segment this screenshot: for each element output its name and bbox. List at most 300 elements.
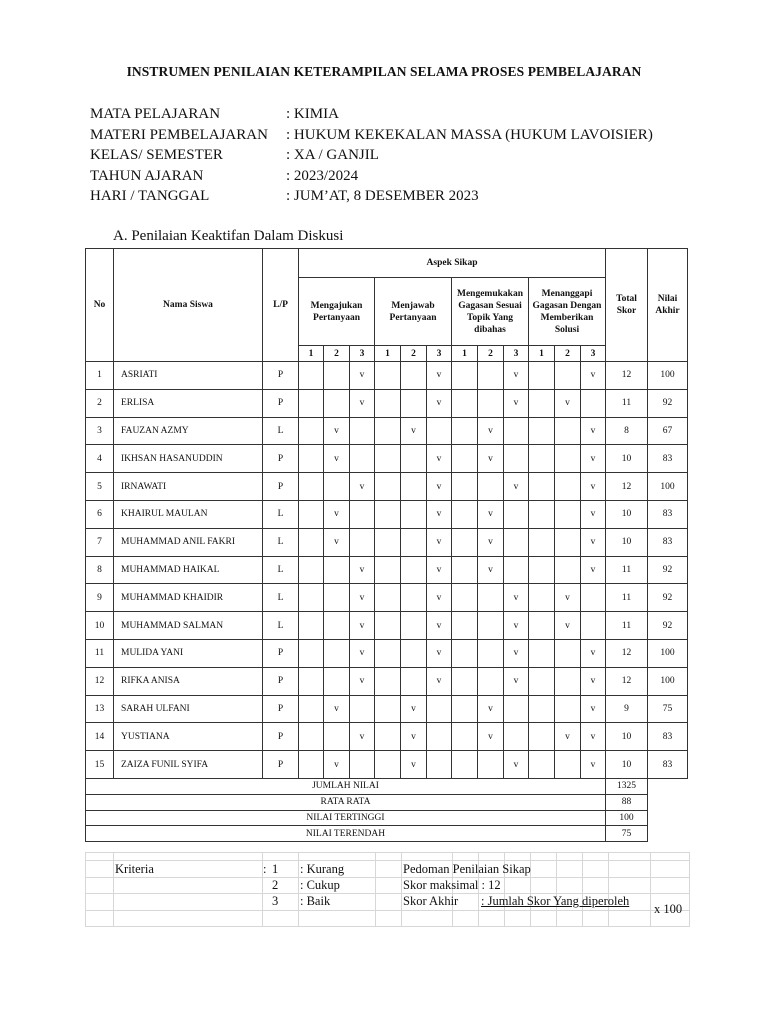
score-cell	[375, 528, 401, 556]
score-cell	[375, 751, 401, 779]
final-grade: 100	[648, 473, 688, 501]
score-cell	[452, 612, 478, 640]
meta-row-subject	[90, 104, 653, 125]
score-cell	[324, 362, 350, 390]
table-body	[86, 362, 688, 842]
score-cell	[529, 667, 555, 695]
score-check: v	[350, 667, 375, 695]
score-cell	[478, 667, 504, 695]
final-grade: 92	[648, 612, 688, 640]
meta-row-class	[90, 145, 653, 166]
score-cell	[375, 667, 401, 695]
meta-row-year	[90, 166, 653, 187]
score-header-4-2: 2	[555, 346, 581, 362]
criteria-block	[85, 850, 690, 928]
table-row	[86, 389, 688, 417]
score-check: v	[478, 695, 504, 723]
score-header-3-2: 2	[478, 346, 504, 362]
score-cell	[478, 751, 504, 779]
score-check: v	[350, 639, 375, 667]
score-check: v	[581, 528, 606, 556]
table-row	[86, 612, 688, 640]
score-check: v	[427, 389, 452, 417]
score-cell	[529, 723, 555, 751]
section-title: A. Penilaian Keaktifan Dalam Diskusi	[113, 228, 344, 244]
score-check: v	[427, 612, 452, 640]
summary-row	[86, 778, 688, 794]
score-cell	[555, 417, 581, 445]
score-check: v	[427, 528, 452, 556]
score-check: v	[504, 751, 529, 779]
score-cell	[555, 667, 581, 695]
score-cell	[529, 389, 555, 417]
summary-row	[86, 810, 688, 826]
score-check: v	[581, 473, 606, 501]
score-check: v	[581, 667, 606, 695]
score-cell	[555, 751, 581, 779]
score-cell	[504, 417, 529, 445]
score-cell	[350, 528, 375, 556]
student-gender: L	[263, 528, 299, 556]
total-score: 11	[606, 584, 648, 612]
total-score: 11	[606, 612, 648, 640]
student-name: MUHAMMAD SALMAN	[114, 612, 263, 640]
score-check: v	[504, 667, 529, 695]
student-name: MUHAMMAD HAIKAL	[114, 556, 263, 584]
student-name: YUSTIANA	[114, 723, 263, 751]
score-check: v	[555, 584, 581, 612]
meta-label: MATA PELAJARAN	[90, 106, 221, 122]
total-score: 8	[606, 417, 648, 445]
total-score: 10	[606, 500, 648, 528]
summary-row	[86, 794, 688, 810]
meta-value: : JUM’AT, 8 DESEMBER 2023	[286, 188, 479, 204]
student-gender: P	[263, 723, 299, 751]
meta-value: : 2023/2024	[286, 167, 359, 184]
score-header-1-3: 3	[350, 346, 375, 362]
assessment-table	[85, 248, 688, 842]
score-cell	[529, 528, 555, 556]
criteria-text-1: : Kurang	[300, 862, 345, 876]
score-cell	[401, 528, 427, 556]
score-check: v	[427, 556, 452, 584]
table-row	[86, 667, 688, 695]
student-name: ASRIATI	[114, 362, 263, 390]
score-cell	[452, 695, 478, 723]
score-check: v	[427, 667, 452, 695]
score-cell	[299, 723, 324, 751]
summary-value: 75	[606, 826, 648, 842]
score-cell	[375, 556, 401, 584]
score-header-3-3: 3	[504, 346, 529, 362]
final-grade: 75	[648, 695, 688, 723]
student-name: RIFKA ANISA	[114, 667, 263, 695]
score-cell	[299, 639, 324, 667]
score-cell	[529, 500, 555, 528]
total-score: 10	[606, 751, 648, 779]
score-check: v	[504, 584, 529, 612]
score-cell	[452, 556, 478, 584]
score-cell	[452, 389, 478, 417]
student-name: FAUZAN AZMY	[114, 417, 263, 445]
score-cell	[401, 667, 427, 695]
header-aspect-3: Mengemukakan Gagasan Sesuai Topik Yang dibahas	[452, 278, 529, 346]
score-cell	[299, 612, 324, 640]
score-check: v	[427, 362, 452, 390]
score-check: v	[478, 556, 504, 584]
criteria-num-1: 1	[272, 862, 279, 876]
score-cell	[555, 362, 581, 390]
student-gender: L	[263, 584, 299, 612]
score-cell	[401, 362, 427, 390]
score-check: v	[581, 556, 606, 584]
score-cell	[324, 723, 350, 751]
row-number: 2	[86, 389, 114, 417]
meta-label: MATERI PEMBELAJARAN	[90, 126, 268, 143]
score-check: v	[555, 723, 581, 751]
score-check: v	[427, 445, 452, 473]
score-cell	[452, 639, 478, 667]
table-row	[86, 556, 688, 584]
score-cell	[324, 473, 350, 501]
score-cell	[478, 612, 504, 640]
score-check: v	[581, 500, 606, 528]
final-grade: 100	[648, 667, 688, 695]
score-check: v	[324, 751, 350, 779]
score-check: v	[504, 639, 529, 667]
row-number: 3	[86, 417, 114, 445]
student-name: IRNAWATI	[114, 473, 263, 501]
total-score: 11	[606, 556, 648, 584]
student-gender: P	[263, 695, 299, 723]
score-cell	[581, 389, 606, 417]
row-number: 10	[86, 612, 114, 640]
criteria-text-2: : Cukup	[300, 878, 340, 892]
score-cell	[299, 528, 324, 556]
score-cell	[452, 362, 478, 390]
row-number: 12	[86, 667, 114, 695]
score-cell	[452, 584, 478, 612]
score-header-3-1: 1	[452, 346, 478, 362]
criteria-colon: :	[263, 862, 267, 876]
score-cell	[478, 584, 504, 612]
score-cell	[299, 389, 324, 417]
final-grade: 83	[648, 723, 688, 751]
final-grade: 67	[648, 417, 688, 445]
total-score: 9	[606, 695, 648, 723]
final-score-formula: : Jumlah Skor Yang diperoleh	[481, 894, 630, 908]
score-check: v	[350, 473, 375, 501]
header-aspek-sikap: Aspek Sikap	[299, 249, 606, 278]
score-cell	[452, 667, 478, 695]
score-check: v	[427, 500, 452, 528]
table-row	[86, 639, 688, 667]
score-cell	[504, 723, 529, 751]
row-number: 11	[86, 639, 114, 667]
score-cell	[478, 639, 504, 667]
meta-value: : HUKUM KEKEKALAN MASSA (HUKUM LAVOISIER)	[286, 126, 653, 143]
final-grade: 83	[648, 528, 688, 556]
score-cell	[299, 473, 324, 501]
score-cell	[375, 417, 401, 445]
score-cell	[427, 695, 452, 723]
meta-row-material	[90, 125, 653, 146]
score-check: v	[401, 695, 427, 723]
summary-label: NILAI TERENDAH	[86, 826, 606, 842]
score-cell	[324, 556, 350, 584]
score-check: v	[350, 723, 375, 751]
score-cell	[401, 389, 427, 417]
score-check: v	[324, 695, 350, 723]
score-cell	[504, 556, 529, 584]
score-check: v	[401, 751, 427, 779]
score-check: v	[350, 584, 375, 612]
table-row	[86, 362, 688, 390]
final-score-label: Skor Akhir	[403, 894, 459, 908]
score-cell	[529, 473, 555, 501]
score-cell	[581, 584, 606, 612]
score-check: v	[504, 362, 529, 390]
summary-empty	[648, 778, 688, 794]
student-name: ZAIZA FUNIL SYIFA	[114, 751, 263, 779]
student-gender: L	[263, 612, 299, 640]
score-header-2-1: 1	[375, 346, 401, 362]
final-grade: 100	[648, 362, 688, 390]
criteria-num-3: 3	[272, 894, 279, 908]
score-header-1-2: 2	[324, 346, 350, 362]
table-row	[86, 751, 688, 779]
final-grade: 92	[648, 584, 688, 612]
score-cell	[581, 612, 606, 640]
score-cell	[452, 751, 478, 779]
score-cell	[478, 362, 504, 390]
final-grade: 83	[648, 751, 688, 779]
score-cell	[299, 556, 324, 584]
score-check: v	[427, 473, 452, 501]
student-gender: P	[263, 445, 299, 473]
score-cell	[529, 751, 555, 779]
total-score: 11	[606, 389, 648, 417]
score-cell	[555, 528, 581, 556]
score-cell	[375, 500, 401, 528]
score-cell	[375, 473, 401, 501]
total-score: 10	[606, 528, 648, 556]
row-number: 1	[86, 362, 114, 390]
score-cell	[529, 695, 555, 723]
score-cell	[375, 389, 401, 417]
score-cell	[529, 445, 555, 473]
score-cell	[350, 417, 375, 445]
summary-label: NILAI TERTINGGI	[86, 810, 606, 826]
score-header-4-3: 3	[581, 346, 606, 362]
page-title: INSTRUMEN PENILAIAN KETERAMPILAN SELAMA PROSES PEMBELAJARAN	[126, 64, 642, 79]
header-lp: L/P	[263, 249, 299, 362]
score-check: v	[581, 417, 606, 445]
total-score: 12	[606, 667, 648, 695]
student-name: MULIDA YANI	[114, 639, 263, 667]
score-cell	[299, 751, 324, 779]
total-score: 12	[606, 639, 648, 667]
score-cell	[529, 639, 555, 667]
score-check: v	[350, 612, 375, 640]
score-cell	[401, 639, 427, 667]
score-cell	[427, 723, 452, 751]
score-header-4-1: 1	[529, 346, 555, 362]
score-check: v	[581, 362, 606, 390]
score-cell	[350, 695, 375, 723]
score-check: v	[581, 639, 606, 667]
final-grade: 92	[648, 556, 688, 584]
document-meta	[90, 104, 653, 207]
score-check: v	[581, 723, 606, 751]
score-check: v	[427, 584, 452, 612]
score-cell	[375, 695, 401, 723]
score-cell	[350, 751, 375, 779]
total-score: 12	[606, 473, 648, 501]
score-check: v	[555, 612, 581, 640]
student-name: MUHAMMAD KHAIDIR	[114, 584, 263, 612]
table-row	[86, 723, 688, 751]
score-header-2-2: 2	[401, 346, 427, 362]
header-no: No	[86, 249, 114, 362]
meta-label: KELAS/ SEMESTER	[90, 147, 223, 163]
meta-value: : KIMIA	[286, 106, 339, 122]
summary-empty	[648, 810, 688, 826]
criteria-grid	[85, 850, 690, 928]
table-row	[86, 584, 688, 612]
score-cell	[529, 417, 555, 445]
score-check: v	[350, 362, 375, 390]
student-name: KHAIRUL MAULAN	[114, 500, 263, 528]
score-check: v	[324, 528, 350, 556]
score-cell	[529, 612, 555, 640]
row-number: 6	[86, 500, 114, 528]
score-cell	[452, 500, 478, 528]
score-cell	[375, 723, 401, 751]
header-nilai: Nilai Akhir	[648, 249, 688, 362]
final-grade: 100	[648, 639, 688, 667]
score-cell	[504, 445, 529, 473]
score-cell	[401, 584, 427, 612]
score-cell	[504, 695, 529, 723]
score-check: v	[581, 695, 606, 723]
score-cell	[299, 445, 324, 473]
score-cell	[324, 584, 350, 612]
score-check: v	[504, 473, 529, 501]
student-gender: P	[263, 389, 299, 417]
meta-value: : XA / GANJIL	[286, 147, 379, 163]
score-check: v	[581, 751, 606, 779]
student-gender: P	[263, 751, 299, 779]
score-check: v	[350, 556, 375, 584]
student-gender: P	[263, 667, 299, 695]
score-cell	[452, 417, 478, 445]
score-cell	[555, 445, 581, 473]
summary-value: 100	[606, 810, 648, 826]
score-check: v	[504, 389, 529, 417]
meta-label: TAHUN AJARAN	[90, 167, 204, 184]
table-row	[86, 528, 688, 556]
score-header-1-1: 1	[299, 346, 324, 362]
total-score: 10	[606, 723, 648, 751]
summary-row	[86, 826, 688, 842]
score-cell	[401, 612, 427, 640]
score-cell	[452, 528, 478, 556]
score-cell	[375, 639, 401, 667]
student-gender: P	[263, 473, 299, 501]
score-cell	[529, 362, 555, 390]
header-aspect-1: Mengajukan Pertanyaan	[299, 278, 375, 346]
table-row	[86, 473, 688, 501]
score-check: v	[478, 417, 504, 445]
summary-empty	[648, 794, 688, 810]
guide-title: Pedoman Penilaian Sikap	[403, 862, 531, 876]
score-cell	[401, 473, 427, 501]
score-cell	[375, 612, 401, 640]
row-number: 14	[86, 723, 114, 751]
student-gender: P	[263, 362, 299, 390]
total-score: 10	[606, 445, 648, 473]
row-number: 8	[86, 556, 114, 584]
summary-value: 1325	[606, 778, 648, 794]
final-grade: 83	[648, 500, 688, 528]
student-gender: P	[263, 639, 299, 667]
student-name: IKHSAN HASANUDDIN	[114, 445, 263, 473]
summary-label: JUMLAH NILAI	[86, 778, 606, 794]
score-cell	[350, 500, 375, 528]
student-name: SARAH ULFANI	[114, 695, 263, 723]
score-cell	[452, 723, 478, 751]
score-check: v	[401, 417, 427, 445]
score-cell	[375, 445, 401, 473]
summary-value: 88	[606, 794, 648, 810]
score-check: v	[555, 389, 581, 417]
summary-label: RATA RATA	[86, 794, 606, 810]
score-cell	[299, 695, 324, 723]
score-cell	[375, 584, 401, 612]
score-check: v	[478, 528, 504, 556]
row-number: 15	[86, 751, 114, 779]
score-cell	[299, 584, 324, 612]
meta-row-date	[90, 186, 653, 207]
header-total: Total Skor	[606, 249, 648, 362]
summary-empty	[648, 826, 688, 842]
score-cell	[529, 584, 555, 612]
score-cell	[299, 417, 324, 445]
max-score: Skor maksimal : 12	[403, 878, 501, 892]
header-name: Nama Siswa	[114, 249, 263, 362]
score-cell	[555, 556, 581, 584]
score-cell	[324, 667, 350, 695]
score-check: v	[478, 445, 504, 473]
score-check: v	[324, 445, 350, 473]
score-cell	[324, 612, 350, 640]
row-number: 9	[86, 584, 114, 612]
score-cell	[401, 500, 427, 528]
row-number: 4	[86, 445, 114, 473]
score-cell	[555, 500, 581, 528]
score-check: v	[478, 723, 504, 751]
score-check: v	[581, 445, 606, 473]
student-name: ERLISA	[114, 389, 263, 417]
score-cell	[324, 639, 350, 667]
score-cell	[478, 473, 504, 501]
table-row	[86, 417, 688, 445]
score-cell	[478, 389, 504, 417]
score-cell	[504, 528, 529, 556]
score-cell	[299, 667, 324, 695]
score-cell	[529, 556, 555, 584]
